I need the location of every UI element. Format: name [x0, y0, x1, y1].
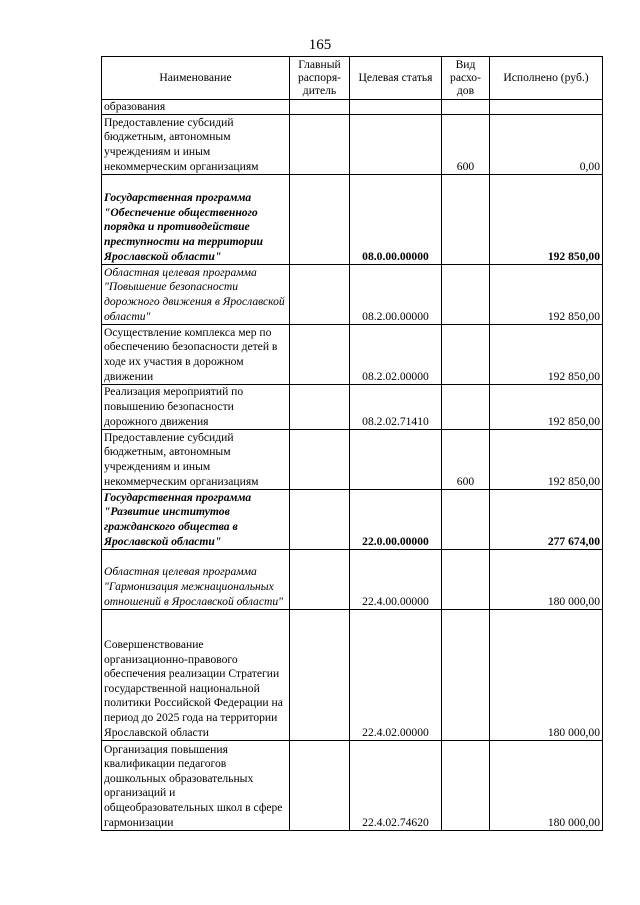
table-header-row: [102, 57, 603, 100]
cell-article: 22.4.02.74620: [350, 741, 442, 831]
cell-admin: [290, 550, 350, 610]
cell-kind: 600: [442, 115, 490, 175]
cell-name: Государственная программа "Обеспечение общественного порядка и противодействие преступности на территории Ярославской области": [102, 175, 290, 265]
cell-article: 08.2.02.00000: [350, 325, 442, 385]
cell-amount: 180 000,00: [490, 610, 603, 741]
cell-name: Осуществление комплекса мер по обеспечению безопасности детей в ходе их участия в дорожном движении: [102, 325, 290, 385]
cell-name: образования: [102, 99, 290, 115]
table-row: [102, 741, 603, 831]
table-row: [102, 550, 603, 610]
cell-amount: 192 850,00: [490, 385, 603, 430]
cell-kind: [442, 550, 490, 610]
cell-name: Предоставление субсидий бюджетным, автономным учреждениям и иным некоммерческим организациям: [102, 430, 290, 490]
table-row: [102, 385, 603, 430]
page-number: 165: [308, 37, 332, 53]
table-row: [102, 99, 603, 115]
budget-table: [101, 56, 603, 831]
cell-article: 22.4.02.00000: [350, 610, 442, 741]
cell-amount: 192 850,00: [490, 430, 603, 490]
cell-kind: [442, 385, 490, 430]
cell-admin: [290, 325, 350, 385]
cell-name: Совершенствование организационно-правового обеспечения реализации Стратегии государственной национальной политики Российской Федерации на период до 2025 года на территории Ярославской области: [102, 610, 290, 741]
header-admin: Главный распоря-дитель: [290, 57, 350, 100]
cell-admin: [290, 430, 350, 490]
header-kind: Вид расхо-дов: [442, 57, 490, 100]
table-row: [102, 175, 603, 265]
cell-article: 22.4.00.00000: [350, 550, 442, 610]
header-name: Наименование: [102, 57, 290, 100]
cell-name: Реализация мероприятий по повышению безопасности дорожного движения: [102, 385, 290, 430]
cell-name: Организация повышения квалификации педагогов дошкольных образовательных организаций и общеобразовательных школ в сфере гармонизации: [102, 741, 290, 831]
cell-admin: [290, 175, 350, 265]
cell-kind: [442, 175, 490, 265]
cell-admin: [290, 385, 350, 430]
cell-article: 08.0.00.00000: [350, 175, 442, 265]
cell-name: Областная целевая программа "Повышение безопасности дорожного движения в Ярославской области": [102, 265, 290, 325]
cell-name: Областная целевая программа "Гармонизация межнациональных отношений в Ярославской области": [102, 550, 290, 610]
cell-article: [350, 99, 442, 115]
cell-admin: [290, 741, 350, 831]
cell-kind: [442, 325, 490, 385]
table-row: [102, 610, 603, 741]
cell-amount: 0,00: [490, 115, 603, 175]
cell-kind: [442, 490, 490, 550]
table-row: [102, 115, 603, 175]
header-article: Целевая статья: [350, 57, 442, 100]
cell-admin: [290, 610, 350, 741]
cell-amount: 180 000,00: [490, 550, 603, 610]
table-row: [102, 430, 603, 490]
cell-admin: [290, 265, 350, 325]
cell-amount: 192 850,00: [490, 265, 603, 325]
cell-name: Государственная программа "Развитие институтов гражданского общества в Ярославской области": [102, 490, 290, 550]
cell-admin: [290, 490, 350, 550]
cell-amount: [490, 99, 603, 115]
cell-article: [350, 115, 442, 175]
cell-name: Предоставление субсидий бюджетным, автономным учреждениям и иным некоммерческим организациям: [102, 115, 290, 175]
cell-kind: 600: [442, 430, 490, 490]
cell-admin: [290, 115, 350, 175]
cell-amount: 277 674,00: [490, 490, 603, 550]
cell-admin: [290, 99, 350, 115]
table-body: [102, 99, 603, 831]
table-row: [102, 490, 603, 550]
cell-kind: [442, 99, 490, 115]
cell-article: 22.0.00.00000: [350, 490, 442, 550]
table-row: [102, 265, 603, 325]
cell-amount: 180 000,00: [490, 741, 603, 831]
cell-article: 08.2.02.71410: [350, 385, 442, 430]
table-row: [102, 325, 603, 385]
cell-amount: 192 850,00: [490, 175, 603, 265]
cell-amount: 192 850,00: [490, 325, 603, 385]
cell-article: 08.2.00.00000: [350, 265, 442, 325]
cell-article: [350, 430, 442, 490]
cell-kind: [442, 610, 490, 741]
header-executed: Исполнено (руб.): [490, 57, 603, 100]
cell-kind: [442, 265, 490, 325]
cell-kind: [442, 741, 490, 831]
